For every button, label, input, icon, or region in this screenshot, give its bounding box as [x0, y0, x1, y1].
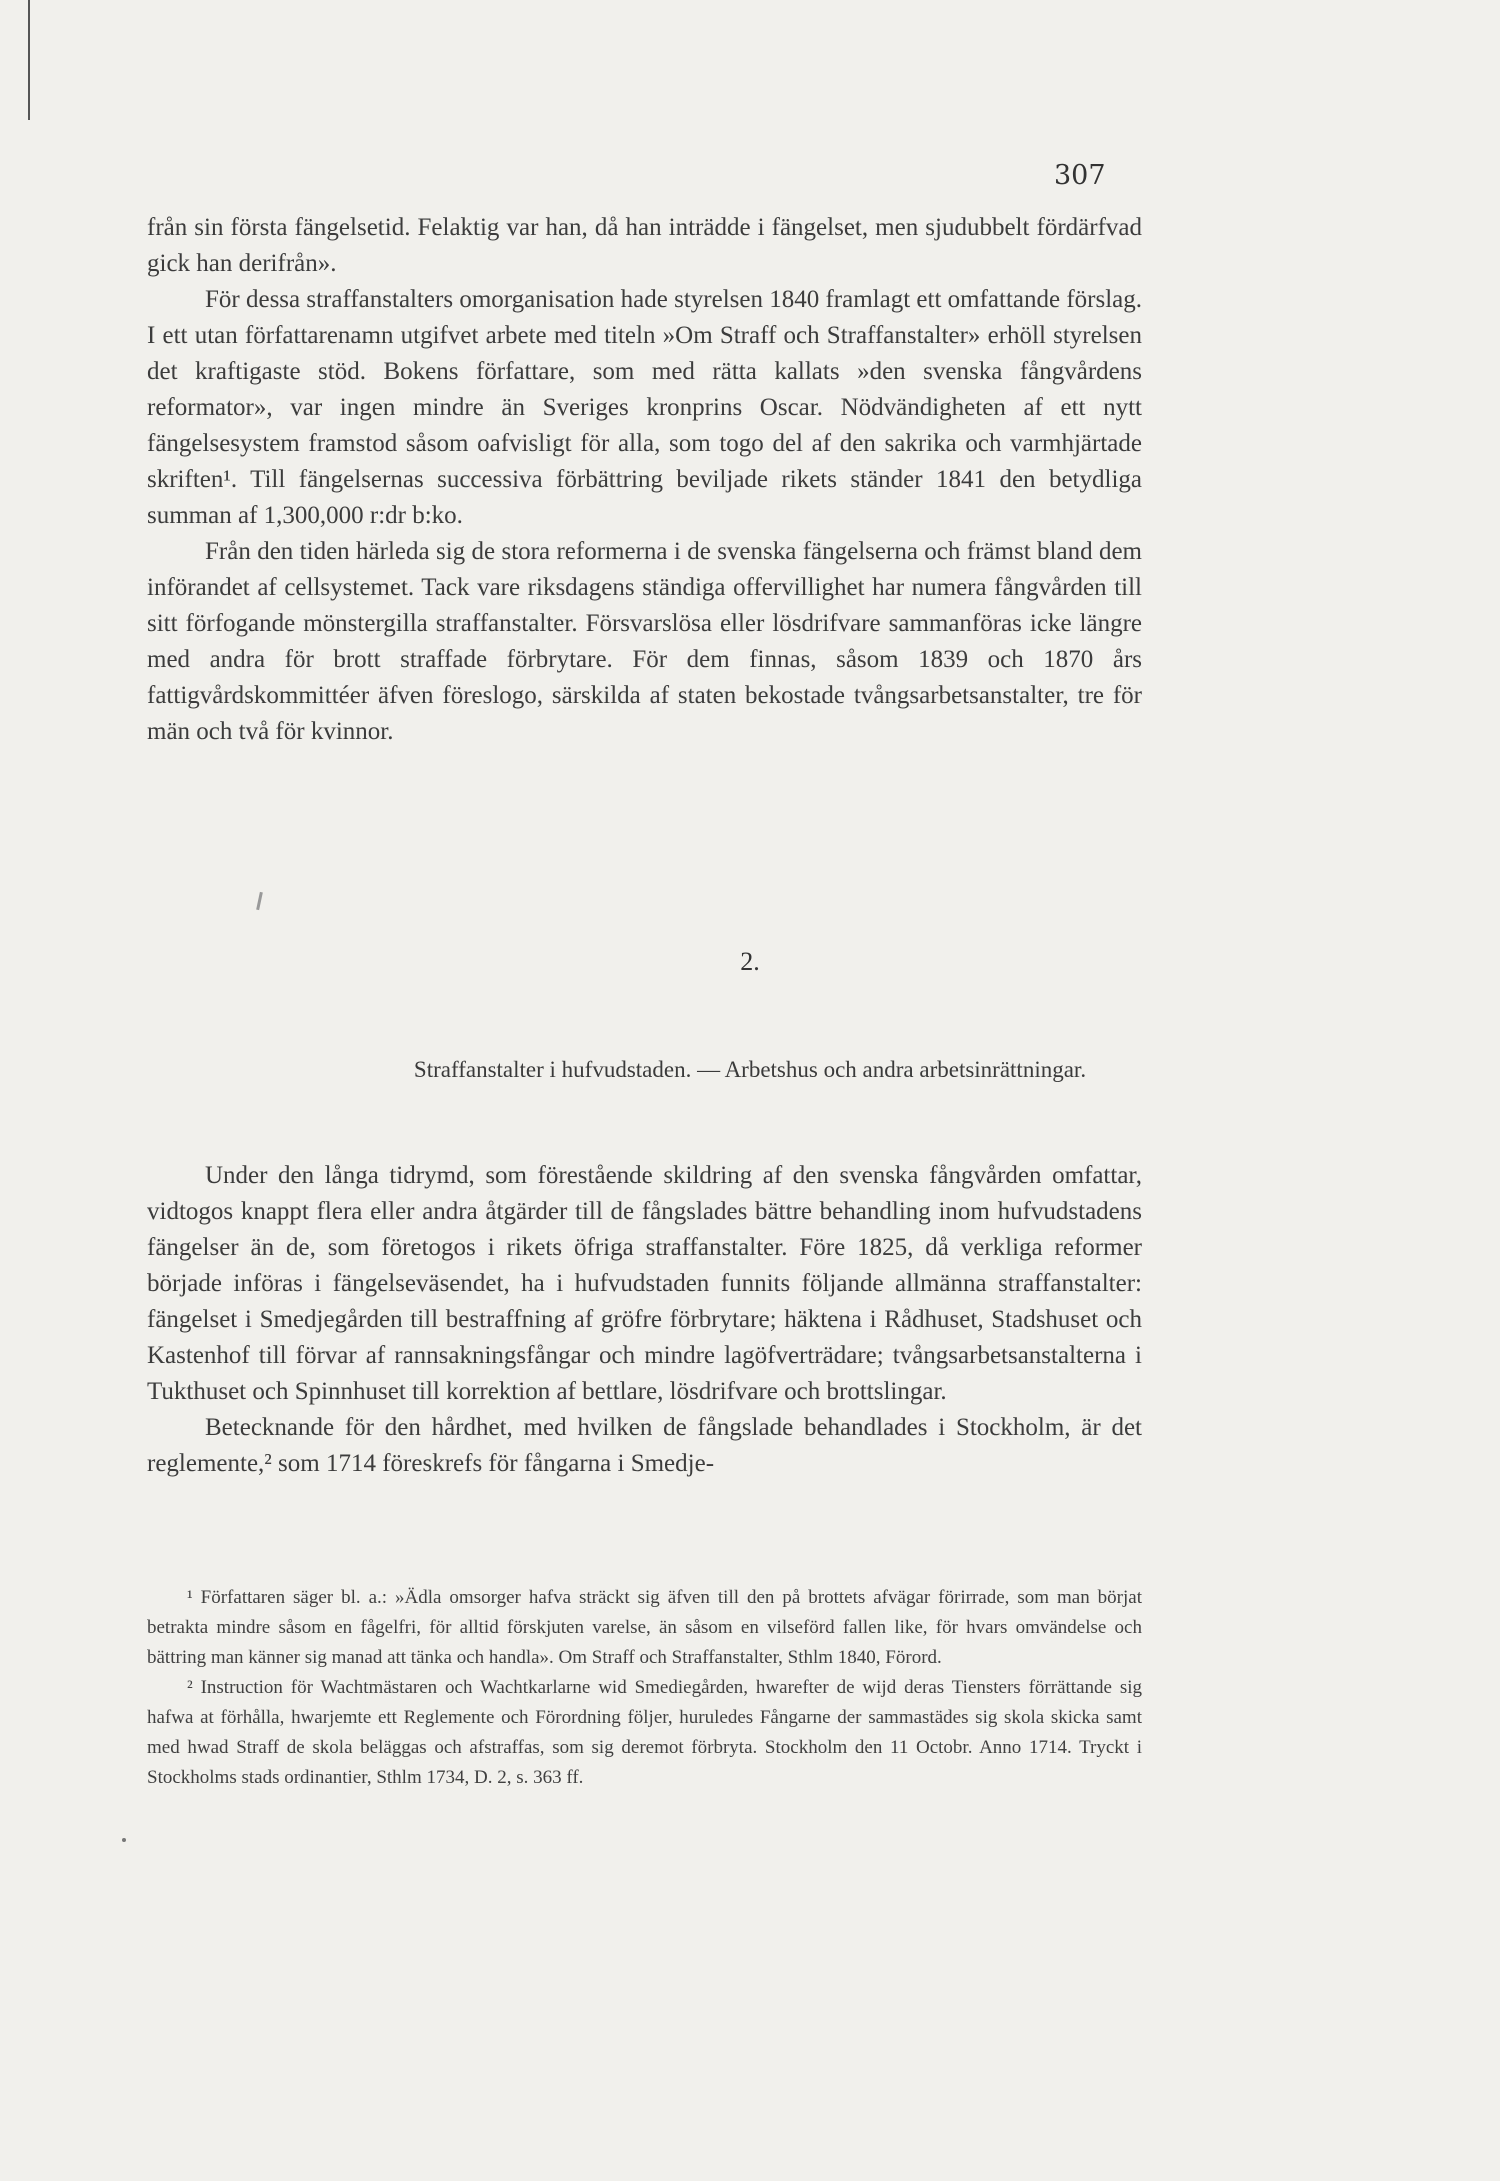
footnote-2: ² Instruction för Wachtmästaren och Wachtkarlarne wid Smediegården, hwarefter de wijd deras Tiensters förrättande sig hafwa at förhålla, hwarjemte ett Reglemente och Förordning följer, huruledes Fångarne der sammastädes sig skola skicka samt med hwad Straff de skola beläggas och afstraffas, som sig deremot förbryta. Stockholm den 11 Octobr. Anno 1714. Tryckt i Stockholms stads ordinantier, Sthlm 1734, D. 2, s. 363 ff.	[147, 1677, 1142, 1788]
paragraph: Under den långa tidrymd, som förestående skildring af den svenska fångvården omfattar, vidtogos knappt flera eller andra åtgärder till de fångslades bättre behandling inom hufvudstadens fängelser än de, som företogos i rikets öfriga straffanstalter. Före 1825, då verkliga reformer började införas i fängelseväsendet, ha i hufvudstaden funnits följande allmänna straffanstalter: fängelset i Smedjegården till bestraffning af gröfre förbrytare; häktena i Rådhuset, Stadshuset och Kastenhof till förvar af rannsakningsfångar och mindre lagöfverträdare; tvångsarbetsanstalterna i Tukthuset och Spinnhuset till korrektion af bettlare, lösdrifvare och brottslingar.	[147, 1162, 1142, 1405]
paragraph: från sin första fängelsetid. Felaktig var han, då han inträdde i fängelset, men sjudubbelt fördärfvad gick han derifrån».	[147, 214, 1142, 277]
section-title: Straffanstalter i hufvudstaden. — Arbetshus och andra arbetsinrättningar.	[413, 1057, 1087, 1082]
footnotes	[147, 1583, 1142, 1793]
paragraph: Från den tiden härleda sig de stora reformerna i de svenska fängelserna och främst bland dem införandet af cellsystemet. Tack vare riksdagens ständiga offervillighet har numera fångvården till sitt förfogande mönstergilla straffanstalter. Försvarslösa eller lösdrifvare sammanföras icke längre med andra för brott straffade förbrytare. För dem finnas, såsom 1839 och 1870 års fattigvårdskommittéer äfven föreslogo, särskilda af staten bekostade tvångsarbetsanstalter, tre för män och två för kvinnor.	[147, 538, 1142, 745]
body-text-top	[147, 210, 1142, 750]
footnote-1: ¹ Författaren säger bl. a.: »Ädla omsorger hafva sträckt sig äfven till den på brottets afvägar förirrade, som man börjat betrakta mindre såsom en fågelfri, för alltid förskjuten varelse, än såsom en vilseförd fallen like, för hvars omvändelse och bättring man känner sig manad att tänka och handla». Om Straff och Straffanstalter, Sthlm 1840, Förord.	[147, 1587, 1142, 1668]
page-number: 307	[1054, 160, 1106, 191]
section-number: 2.	[740, 947, 760, 976]
paragraph: Betecknande för den hårdhet, med hvilken de fångslade behandlades i Stockholm, är det reglemente,² som 1714 föreskrefs för fångarna i Smedje-	[147, 1414, 1142, 1477]
stray-mark	[256, 892, 263, 910]
body-text-bottom	[147, 1158, 1142, 1482]
paragraph: För dessa straffanstalters omorganisation hade styrelsen 1840 framlagt ett omfattande förslag. I ett utan författarenamn utgifvet arbete med titeln »Om Straff och Straffanstalter» erhöll styrelsen det kraftigaste stöd. Bokens författare, som med rätta kallats »den svenska fångvårdens reformator», var ingen mindre än Sveriges kronprins Oscar. Nödvändigheten af ett nytt fängelsesystem framstod såsom oafvisligt för alla, som togo del af den sakrika och varmhjärtade skriften¹. Till fängelsernas successiva förbättring beviljade rikets ständer 1841 den betydliga summan af 1,300,000 r:dr b:ko.	[147, 286, 1143, 529]
stray-dot	[122, 1838, 126, 1842]
scan-edge	[28, 0, 30, 120]
